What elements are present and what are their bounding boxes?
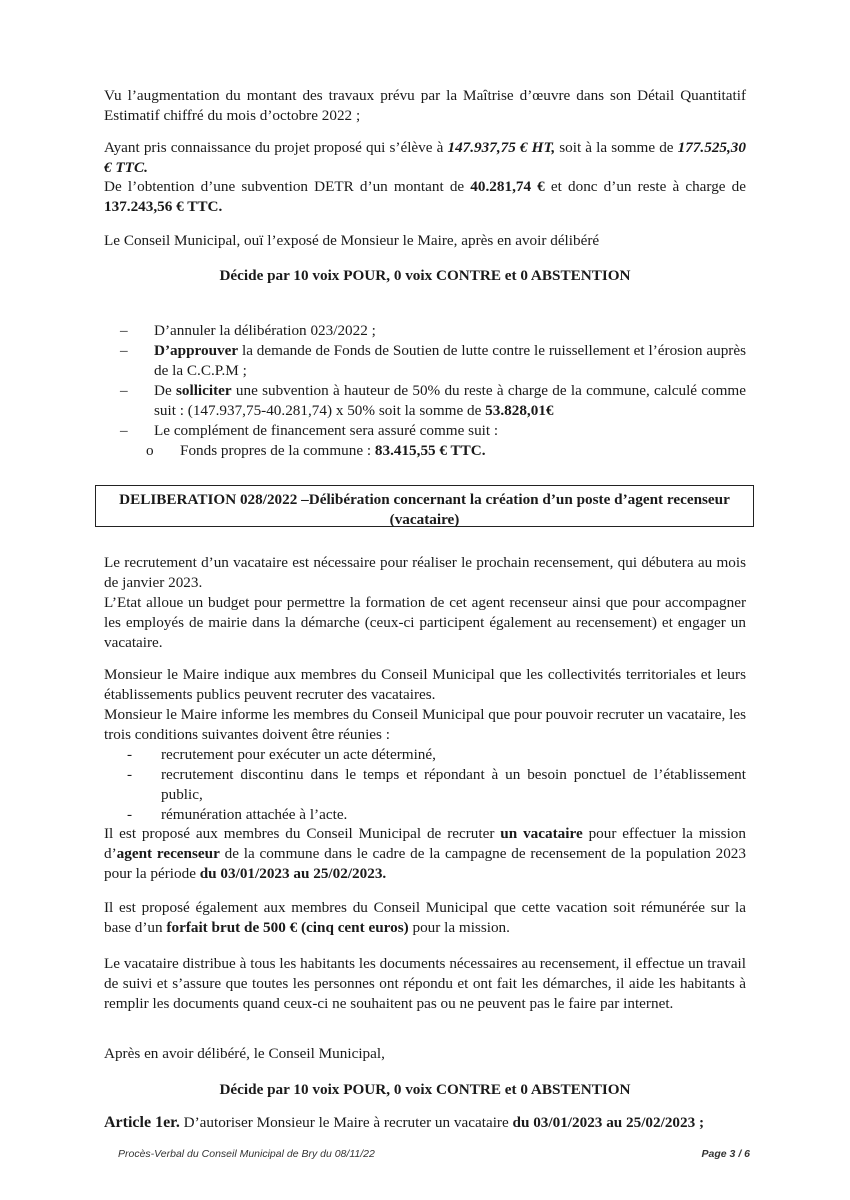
deliberation-title-box: DELIBERATION 028/2022 –Délibération concernant la création d’un poste d’agent recenseur (vacataire) — [95, 485, 754, 527]
paragraph-conseil-oui: Le Conseil Municipal, ouï l’exposé de Monsieur le Maire, après en avoir délibéré — [104, 232, 600, 249]
article-1: Article 1er. D’autoriser Monsieur le Maire à recruter un vacataire du 03/01/2023 au 25/02/2023 ; — [104, 1114, 705, 1131]
list-item: – Le complément de financement sera assuré comme suit : — [120, 422, 499, 439]
amount-ttc: 177.525,30 € TTC. — [104, 139, 746, 176]
paragraph-projet-propose: Ayant pris connaissance du projet proposé qui s’élève à 147.937,75 € HT, soit à la somme de 177.525,30 € TTC. — [104, 139, 746, 176]
amount-reste: 137.243,56 € TTC. — [104, 198, 223, 215]
article-label: Article 1er. — [104, 1114, 180, 1131]
paragraph-propose-vacataire: Il est proposé aux membres du Conseil Municipal de recruter un vacataire pour effectuer la mission d’agent recenseur de la commune dans le cadre de la campagne de recensement de la population 2023 pour la période du 03/01/2023 au 25/02/2023. — [104, 825, 746, 882]
amount-detr: 40.281,74 € — [470, 178, 545, 195]
paragraph-subvention-detr: De l’obtention d’une subvention DETR d’un montant de 40.281,74 € et donc d’un reste à charge de 137.243,56 € TTC. — [104, 178, 747, 215]
paragraph-remuneration: Il est proposé également aux membres du Conseil Municipal que cette vacation soit rémunérée sur la base d’un forfait brut de 500 € (cinq cent euros) pour la mission. — [104, 899, 746, 936]
paragraph-etat-budget: L’Etat alloue un budget pour permettre la formation de cet agent recenseur ainsi que pour accompagner les employés de mairie dans la démarche (ceux-ci participent également au recensement) et engager un vacataire. — [104, 594, 746, 651]
sub-list-item: o Fonds propres de la commune : 83.415,55 € TTC. — [146, 442, 486, 459]
paragraph-recrutement: Le recrutement d’un vacataire est nécessaire pour réaliser le prochain recensement, qui débutera au mois de janvier 2023. — [104, 554, 746, 591]
list-item: – D’approuver la demande de Fonds de Soutien de lutte contre le ruissellement et l’érosion auprès de la C.C.P.M ; — [120, 342, 746, 379]
decision-heading-1: Décide par 10 voix POUR, 0 voix CONTRE et 0 ABSTENTION — [219, 267, 631, 284]
list-item: - recrutement pour exécuter un acte déterminé, — [127, 746, 436, 763]
paragraph-maire-informe: Monsieur le Maire informe les membres du Conseil Municipal que pour pouvoir recruter un vacataire, les trois conditions suivantes doivent être réunies : — [104, 706, 746, 743]
list-item: - recrutement discontinu dans le temps et répondant à un besoin ponctuel de l’établissement public, — [127, 766, 746, 803]
decision-list-1 — [120, 321, 746, 461]
paragraph-apres-delibere: Après en avoir délibéré, le Conseil Municipal, — [104, 1045, 385, 1062]
paragraph-vacataire-distribue: Le vacataire distribue à tous les habitants les documents nécessaires au recensement, il effectue un travail de suivi et s’assure que toutes les personnes ont répondu et ont fait les démarches, il aide les habitants à remplir les documents quand ceux-ci ne souhaitent pas ou ne peuvent pas le faire par internet. — [104, 955, 746, 1012]
list-item: – De solliciter une subvention à hauteur de 50% du reste à charge de la commune, calculé comme suit : (147.937,75-40.281,74) x 50% soit la somme de 53.828,01€ — [120, 382, 746, 419]
list-item: - rémunération attachée à l’acte. — [127, 806, 348, 823]
amount-ht: 147.937,75 € HT, — [447, 139, 556, 156]
footer-page-number: Page 3 / 6 — [701, 1148, 750, 1160]
list-item: – D’annuler la délibération 023/2022 ; — [120, 322, 376, 339]
paragraph-vu-augmentation: Vu l’augmentation du montant des travaux prévu par la Maîtrise d’œuvre dans son Détail Quantitatif Estimatif chiffré du mois d’octobre 2022 ; — [104, 87, 746, 124]
footer-left: Procès-Verbal du Conseil Municipal de Bry du 08/11/22 — [118, 1148, 375, 1160]
paragraph-maire-indique: Monsieur le Maire indique aux membres du Conseil Municipal que les collectivités territoriales et leurs établissements publics peuvent recruter des vacataires. — [104, 666, 746, 703]
conditions-list — [127, 745, 746, 825]
decision-heading-2: Décide par 10 voix POUR, 0 voix CONTRE et 0 ABSTENTION — [219, 1081, 631, 1098]
